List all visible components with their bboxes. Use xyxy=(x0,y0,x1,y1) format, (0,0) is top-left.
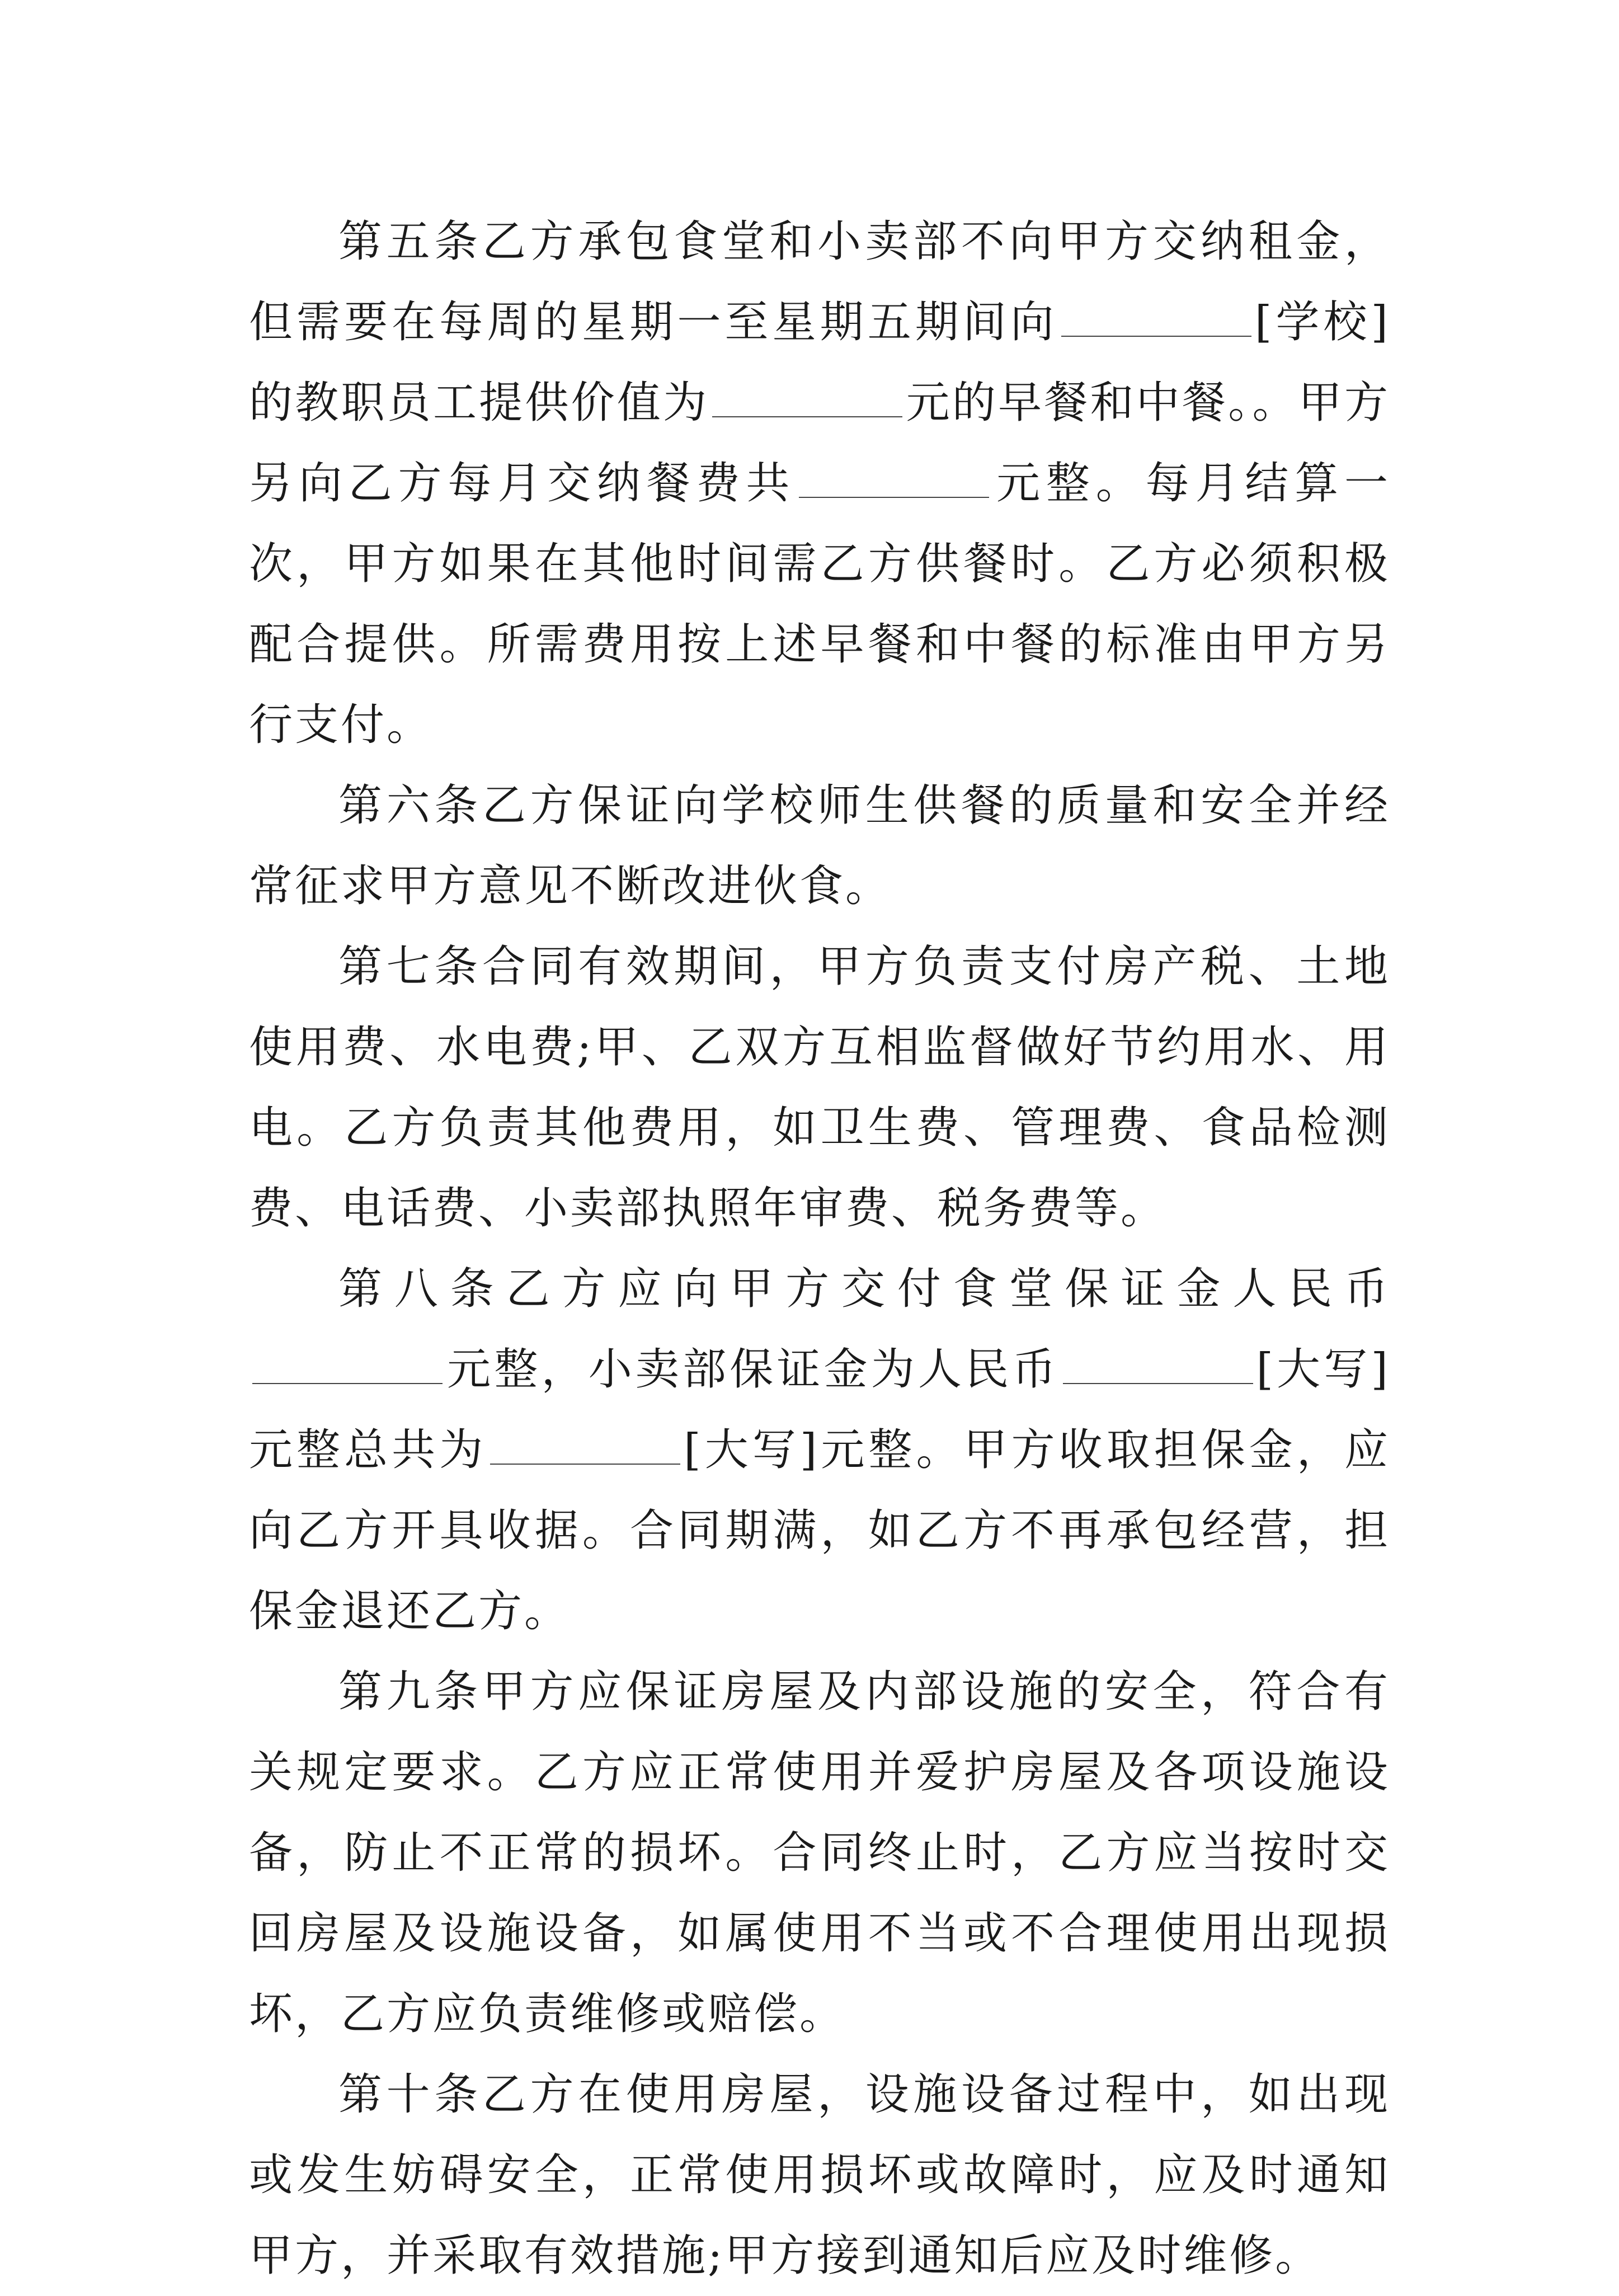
contract-clause-paragraph xyxy=(249,765,1390,926)
contract-clause-paragraph xyxy=(249,201,1390,765)
clause-text: [大写]元整。甲方收取担保金，应向乙方开具收据。合同期满，如乙方不再承包经营，担保金退还乙方。 xyxy=(249,1425,1390,1636)
fill-in-blank xyxy=(1061,297,1251,337)
clause-text: 第十条乙方在使用房屋，设施设备过程中，如出现或发生妨碍安全，正常使用损坏或故障时，应及时通知甲方，并采取有效措施;甲方接到通知后应及时维修。 xyxy=(249,2069,1390,2281)
clause-text: 第六条乙方保证向学校师生供餐的质量和安全并经常征求甲方意见不断改进伙食。 xyxy=(249,780,1390,911)
fill-in-blank xyxy=(712,377,902,417)
contract-clause-paragraph xyxy=(249,926,1390,1249)
fill-in-blank xyxy=(490,1424,680,1465)
fill-in-blank xyxy=(252,1344,443,1384)
clause-text: 元的早餐和中餐。。甲方另向乙方每月交纳餐费共 xyxy=(249,378,1390,509)
contract-clause-paragraph xyxy=(249,1652,1390,2054)
clause-text: 第九条甲方应保证房屋及内部设施的安全，符合有关规定要求。乙方应正常使用并爱护房屋及各项设施设备，防止不正常的损坏。合同终止时，乙方应当按时交回房屋及设施设备，如属使用不当或不合理使用出现损坏，乙方应负责维修或赔偿。 xyxy=(249,1667,1390,2039)
fill-in-blank xyxy=(799,458,989,498)
clause-text: 元整，小卖部保证金为人民币 xyxy=(446,1344,1060,1395)
fill-in-blank xyxy=(1063,1344,1253,1384)
clause-text: 第五条乙方承包食堂和小卖部不向甲方交纳租金，但需要在每周的星期一至星期五期间向 xyxy=(249,217,1390,347)
document-body xyxy=(249,201,1390,2296)
clause-text: 第七条合同有效期间，甲方负责支付房产税、土地使用费、水电费;甲、乙双方互相监督做好节约用水、用电。乙方负责其他费用，如卫生费、管理费、食品检测费、电话费、小卖部执照年审费、税务费等。 xyxy=(249,942,1390,1234)
clause-text: 第八条乙方应向甲方交付食堂保证金人民币 xyxy=(338,1264,1390,1314)
clause-text: [大写]元整总共为 xyxy=(249,1344,1390,1475)
clause-text: [学校]的教职员工提供价值为 xyxy=(249,297,1390,428)
contract-clause-paragraph xyxy=(249,2054,1390,2296)
clause-text: 元整。每月结算一次，甲方如果在其他时间需乙方供餐时。乙方必须积极配合提供。所需费用按上述早餐和中餐的标准由甲方另行支付。 xyxy=(249,458,1390,750)
contract-clause-paragraph xyxy=(249,1249,1390,1652)
